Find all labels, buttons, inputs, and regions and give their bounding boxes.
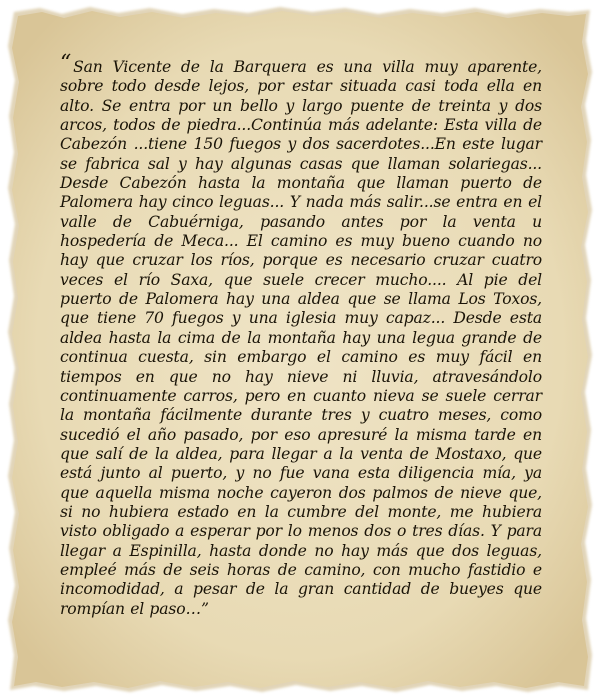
closing-quote-mark: ” <box>200 599 209 618</box>
quote-paragraph <box>60 51 542 619</box>
quote-text: San Vicente de la Barquera es una villa muy aparente, sobre todo desde lejos, por estar situada casi toda ella en alto. Se entra por un bello y largo puente de treinta y dos arcos, todos de piedra...Continúa más adelante: Esta villa de Cabezón ...tiene 150 fuegos y dos sacerdotes...En este lugar se fabrica sal y hay algunas casas que llaman solariegas... Desde Cabezón hasta la montaña que llaman puerto de Palomera hay cinco leguas... Y nada más salir...se entra en el valle de Cabuérniga, pasando antes por la venta u hospedería de Meca... El camino es muy bueno cuando no hay que cruzar los ríos, porque es necesario cruzar cuatro veces el río Saxa, que suele crecer mucho.... Al pie del puerto de Palomera hay una aldea que se llama Los Toxos, que tiene 70 fuegos y una iglesia muy capaz... Desde esta aldea hasta la cima de la montaña hay una legua grande de continua cuesta, sin embargo el camino es muy fácil en tiempos en que no hay nieve ni lluvia, atravesándolo continuamente carros, pero en cuanto nieva se suele cerrar la montaña fácilmente durante tres y cuatro meses, como sucedió el año pasado, por eso apresuré la misma tarde en que salí de la aldea, para llegar a la venta de Mostaxo, que está junto al puerto, y no fue vana esta diligencia mía, ya que aquella misma noche cayeron dos palmos de nieve que, si no hubiera estado en la cumbre del monte, me hubiera visto obligado a esperar por lo menos dos o tres días. Y para llegar a Espinilla, hasta donde no hay más que dos leguas, empleé más de seis horas de camino, con mucho fastidio e incomodidad, a pesar de la gran cantidad de bueyes que rompían el paso… <box>60 58 542 618</box>
opening-quote-mark: “ <box>60 51 72 76</box>
